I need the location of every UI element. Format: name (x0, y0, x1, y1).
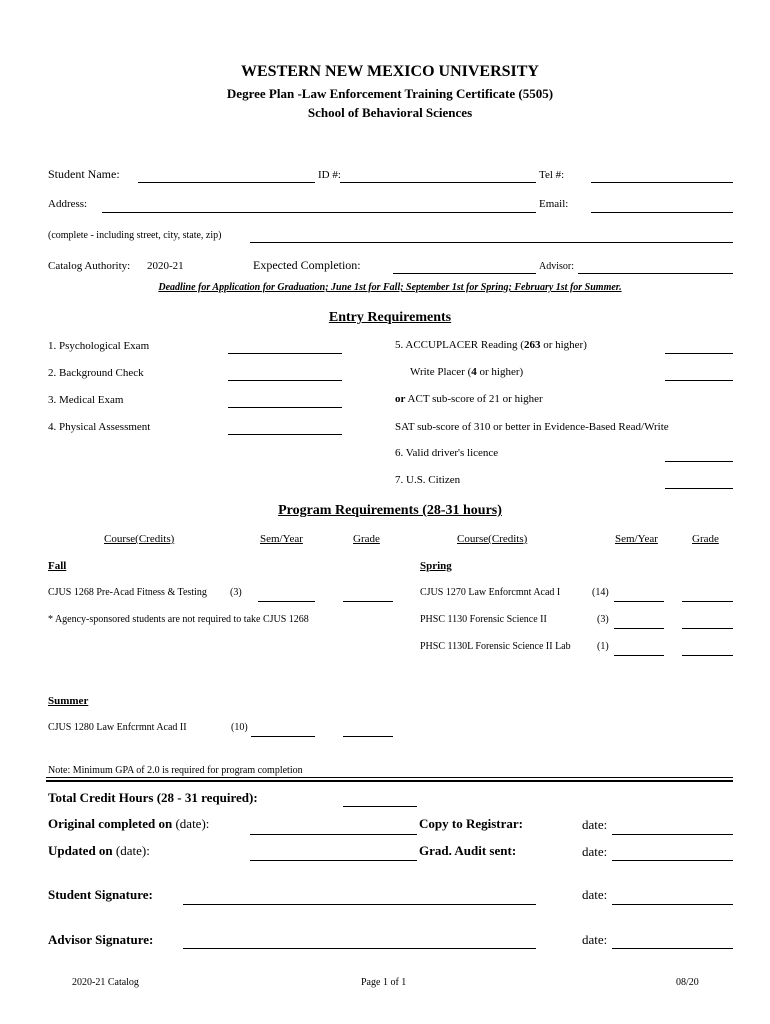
grad-audit-label: Grad. Audit sent: (419, 843, 517, 858)
entry-item-medical: 3. Medical Exam (48, 394, 124, 406)
license-field[interactable] (665, 461, 733, 462)
entry-medical-field[interactable] (228, 407, 342, 408)
student-signature-field[interactable] (183, 904, 536, 905)
entry-item-write-placer (410, 366, 523, 378)
spring-course-2-grade-field[interactable] (682, 628, 733, 629)
summer-course-sem-field[interactable] (251, 736, 315, 737)
accuplacer-post: or higher) (540, 339, 587, 351)
updated-rest: (date): (112, 843, 150, 858)
student-signature-label: Student Signature: (48, 887, 153, 902)
col-grade-left: Grade (353, 533, 380, 545)
advisor-label: Advisor: (539, 261, 574, 272)
write-score: 4 (471, 366, 477, 378)
accuplacer-score: 263 (523, 339, 541, 351)
accuplacer-pre: 5. ACCUPLACER Reading ( (395, 339, 524, 351)
tel-label: Tel #: (539, 169, 565, 181)
total-credits-label: Total Credit Hours (28 - 31 required): (48, 790, 258, 805)
program-requirements-title: Program Requirements (28-31 hours) (278, 503, 502, 518)
plan-title: Degree Plan -Law Enforcement Training Certificate (5505) (226, 86, 554, 101)
section-divider-double (46, 780, 733, 782)
advisor-field[interactable] (578, 273, 733, 274)
fall-course-name: CJUS 1268 Pre-Acad Fitness & Testing (48, 587, 207, 598)
original-rest: (date): (172, 816, 210, 831)
expected-completion-label: Expected Completion: (253, 258, 361, 272)
spring-course-1-credits: (14) (592, 587, 609, 598)
spring-course-3-credits: (1) (597, 641, 609, 652)
updated-on-label (48, 843, 150, 859)
advisor-signature-field[interactable] (183, 948, 536, 949)
spring-course-2-name: PHSC 1130 Forensic Science II (420, 614, 547, 625)
entry-item-accuplacer (395, 339, 587, 351)
fall-note: * Agency-sponsored students are not required to take CJUS 1268 (48, 614, 309, 625)
spring-course-2-sem-field[interactable] (614, 628, 664, 629)
col-course-left: Course(Credits) (104, 533, 175, 545)
entry-item-background: 2. Background Check (48, 367, 144, 379)
catalog-value: 2020-21 (147, 260, 184, 272)
id-label: ID #: (318, 169, 341, 181)
entry-item-citizen: 7. U.S. Citizen (395, 474, 461, 486)
act-rest: ACT sub-score of 21 or higher (405, 393, 543, 405)
address-line-2-field[interactable] (250, 242, 733, 243)
spring-course-3-name: PHSC 1130L Forensic Science II Lab (420, 641, 571, 652)
catalog-label: Catalog Authority: (48, 260, 131, 272)
entry-psych-field[interactable] (228, 353, 342, 354)
footer-catalog: 2020-21 Catalog (72, 977, 139, 988)
summer-course-name: CJUS 1280 Law Enfcrmnt Acad II (48, 722, 187, 733)
total-credits-field[interactable] (343, 806, 417, 807)
advisor-signature-date-field[interactable] (612, 948, 733, 949)
col-grade-right: Grade (692, 533, 719, 545)
gpa-note: Note: Minimum GPA of 2.0 is required for program completion (48, 765, 303, 776)
address-note: (complete - including street, city, state, zip) (48, 230, 222, 241)
copy-registrar-date-field[interactable] (612, 834, 733, 835)
entry-background-field[interactable] (228, 380, 342, 381)
spring-label: Spring (420, 560, 452, 572)
fall-label: Fall (48, 560, 67, 572)
write-placer-field[interactable] (665, 380, 733, 381)
summer-label: Summer (48, 695, 89, 707)
updated-bold: Updated on (48, 843, 113, 858)
email-label: Email: (539, 198, 569, 210)
citizen-field[interactable] (665, 488, 733, 489)
advisor-signature-date-label: date: (582, 932, 608, 947)
original-completed-field[interactable] (250, 834, 417, 835)
grad-audit-date-field[interactable] (612, 860, 733, 861)
advisor-signature-label: Advisor Signature: (48, 932, 154, 947)
footer-page-number: Page 1 of 1 (361, 977, 407, 988)
tel-field[interactable] (591, 182, 733, 183)
updated-on-field[interactable] (250, 860, 417, 861)
act-or: or (395, 393, 406, 405)
email-field[interactable] (591, 212, 733, 213)
spring-course-1-sem-field[interactable] (614, 601, 664, 602)
copy-registrar-date-label: date: (582, 817, 608, 832)
fall-course-sem-field[interactable] (258, 601, 315, 602)
original-completed-label (48, 816, 209, 832)
spring-course-2-credits: (3) (597, 614, 609, 625)
graduation-deadline: Deadline for Application for Graduation; June 1st for Fall; September 1st for Spring; February 1st for Summer. (158, 282, 622, 293)
write-pre: Write Placer ( (410, 366, 472, 378)
university-title: WESTERN NEW MEXICO UNIVERSITY (241, 63, 539, 80)
entry-requirements-title: Entry Requirements (328, 310, 452, 325)
id-field[interactable] (340, 182, 536, 183)
footer-version: 08/20 (676, 977, 699, 988)
address-field[interactable] (102, 212, 536, 213)
entry-item-psych: 1. Psychological Exam (48, 340, 150, 352)
entry-item-sat: SAT sub-score of 310 or better in Evidence-Based Read/Write (395, 421, 669, 433)
spring-course-3-grade-field[interactable] (682, 655, 733, 656)
fall-course-credits: (3) (230, 587, 242, 598)
address-label: Address: (48, 198, 88, 210)
expected-completion-field[interactable] (393, 273, 536, 274)
summer-course-grade-field[interactable] (343, 736, 393, 737)
entry-item-license: 6. Valid driver's licence (395, 447, 499, 459)
student-name-field[interactable] (138, 182, 315, 183)
student-name-label: Student Name: (48, 167, 120, 181)
school-name: School of Behavioral Sciences (307, 105, 473, 120)
col-sem-left: Sem/Year (260, 533, 303, 545)
student-signature-date-label: date: (582, 887, 608, 902)
spring-course-1-name: CJUS 1270 Law Enforcmnt Acad I (420, 587, 561, 598)
original-bold: Original completed on (48, 816, 173, 831)
entry-item-act (395, 393, 543, 405)
write-post: or higher) (476, 366, 524, 378)
section-divider (46, 777, 733, 778)
spring-course-1-grade-field[interactable] (682, 601, 733, 602)
student-signature-date-field[interactable] (612, 904, 733, 905)
spring-course-3-sem-field[interactable] (614, 655, 664, 656)
entry-item-physical: 4. Physical Assessment (48, 421, 151, 433)
accuplacer-field[interactable] (665, 353, 733, 354)
col-course-right: Course(Credits) (457, 533, 528, 545)
summer-course-credits: (10) (231, 722, 248, 733)
fall-course-grade-field[interactable] (343, 601, 393, 602)
col-sem-right: Sem/Year (615, 533, 658, 545)
grad-audit-date-label: date: (582, 844, 608, 859)
copy-registrar-label: Copy to Registrar: (419, 816, 523, 831)
entry-physical-field[interactable] (228, 434, 342, 435)
